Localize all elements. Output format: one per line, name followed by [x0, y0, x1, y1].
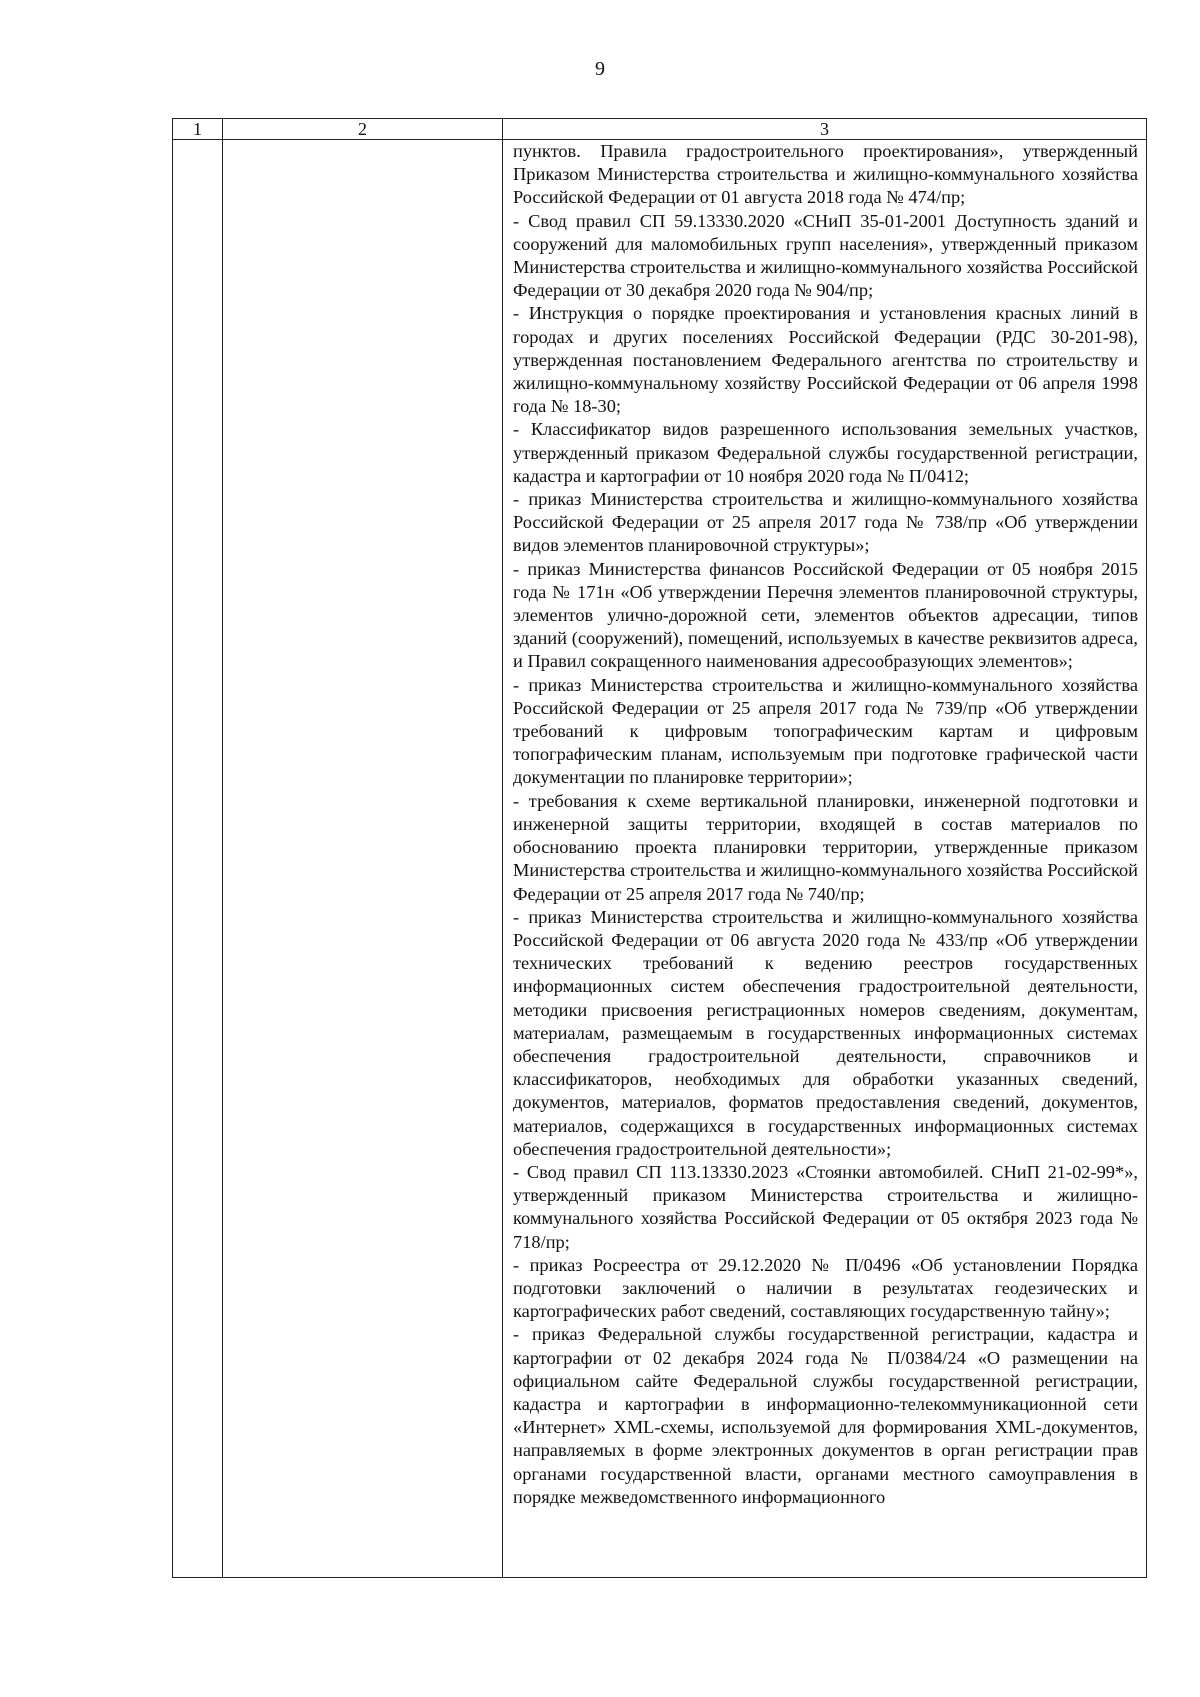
- list-item: - Свод правил СП 59.13330.2020 «СНиП 35-01-2001 Доступность зданий и сооружений для маломобильных групп населения», утвержденный приказом Министерства строительства и жилищно-коммунального хозяйства Российской Федерации от 30 декабря 2020 года № 904/пр;: [513, 210, 1138, 301]
- list-item: - Классификатор видов разрешенного использования земельных участков, утвержденный приказом Федеральной службы государственной регистрации, кадастра и картографии от 10 ноября 2020 года № П/0412;: [513, 419, 1138, 486]
- cell-col-1: [173, 140, 223, 1578]
- list-item: - приказ Министерства строительства и жилищно-коммунального хозяйства Российской Федерации от 25 апреля 2017 года № 738/пр «Об утверждении видов элементов планировочной структуры»;: [513, 489, 1138, 556]
- cell-col-3: [503, 140, 1147, 1578]
- list-item: - приказ Росреестра от 29.12.2020 № П/0496 «Об установлении Порядка подготовки заключений о наличии в результатах геодезических и картографических работ сведений, составляющих государственную тайну»;: [513, 1254, 1138, 1322]
- cell-col-2: [223, 140, 503, 1578]
- list-item: - приказ Федеральной службы государственной регистрации, кадастра и картографии от 02 декабря 2024 года № П/0384/24 «О размещении на официальном сайте Федеральной службы государственной регистрации, кадастра и картографии в информационно-телекоммуникационной сети «Интернет» XML-схемы, используемой для формирования XML-документов, направляемых в форме электронных документов в орган регистрации прав органами государственной власти, органами местного самоуправления в порядке межведомственного информационного: [513, 1324, 1138, 1507]
- list-item: - Инструкция о порядке проектирования и установления красных линий в городах и других поселениях Российской Федерации (РДС 30-201-98), утвержденная постановлением Федерального агентства по строительству и жилищно-коммунальному хозяйству Российской Федерации от 06 апреля 1998 года № 18-30;: [513, 303, 1138, 417]
- content-table: [172, 118, 1147, 1578]
- column-header-1: 1: [173, 119, 223, 140]
- header-row: [173, 119, 1147, 140]
- page-number: 9: [595, 58, 605, 80]
- column-header-3: 3: [503, 119, 1147, 140]
- column-header-2: 2: [223, 119, 503, 140]
- list-item: - Свод правил СП 113.13330.2023 «Стоянки автомобилей. СНиП 21-02-99*», утвержденный приказом Министерства строительства и жилищно-коммунального хозяйства Российской Федерации от 05 октября 2023 года № 718/пр;: [513, 1161, 1138, 1252]
- list-item: - приказ Министерства строительства и жилищно-коммунального хозяйства Российской Федерации от 25 апреля 2017 года № 739/пр «Об утверждении требований к цифровым топографическим картам и цифровым топографическим планам, используемым при подготовке графической части документации по планировке территории»;: [513, 674, 1138, 788]
- table-row: [173, 140, 1147, 1578]
- list-item: - требования к схеме вертикальной планировки, инженерной подготовки и инженерной защиты территории, входящей в состав материалов по обоснованию проекта планировки территории, утвержденные приказом Министерства строительства и жилищно-коммунального хозяйства Российской Федерации от 25 апреля 2017 года № 740/пр;: [513, 790, 1138, 904]
- list-item: пунктов. Правила градостроительного проектирования», утвержденный Приказом Министерства строительства и жилищно-коммунального хозяйства Российской Федерации от 01 августа 2018 года № 474/пр;: [513, 141, 1138, 208]
- list-item: - приказ Министерства строительства и жилищно-коммунального хозяйства Российской Федерации от 06 августа 2020 года № 433/пр «Об утверждении технических требований к ведению реестров государственных информационных систем обеспечения градостроительной деятельности, методики присвоения регистрационных номеров сведениям, документам, материалам, размещаемым в государственных информационных системах обеспечения градостроительной деятельности, справочников и классификаторов, необходимых для обработки указанных сведений, документов, материалов, форматов предоставления сведений, документов, материалов, содержащихся в государственных информационных системах обеспечения градостроительной деятельности»;: [513, 906, 1138, 1159]
- list-item: - приказ Министерства финансов Российской Федерации от 05 ноября 2015 года № 171н «Об утверждении Перечня элементов планировочной структуры, элементов улично-дорожной сети, элементов объектов адресации, типов зданий (сооружений), помещений, используемых в качестве реквизитов адреса, и Правил сокращенного наименования адресообразующих элементов»;: [513, 558, 1138, 672]
